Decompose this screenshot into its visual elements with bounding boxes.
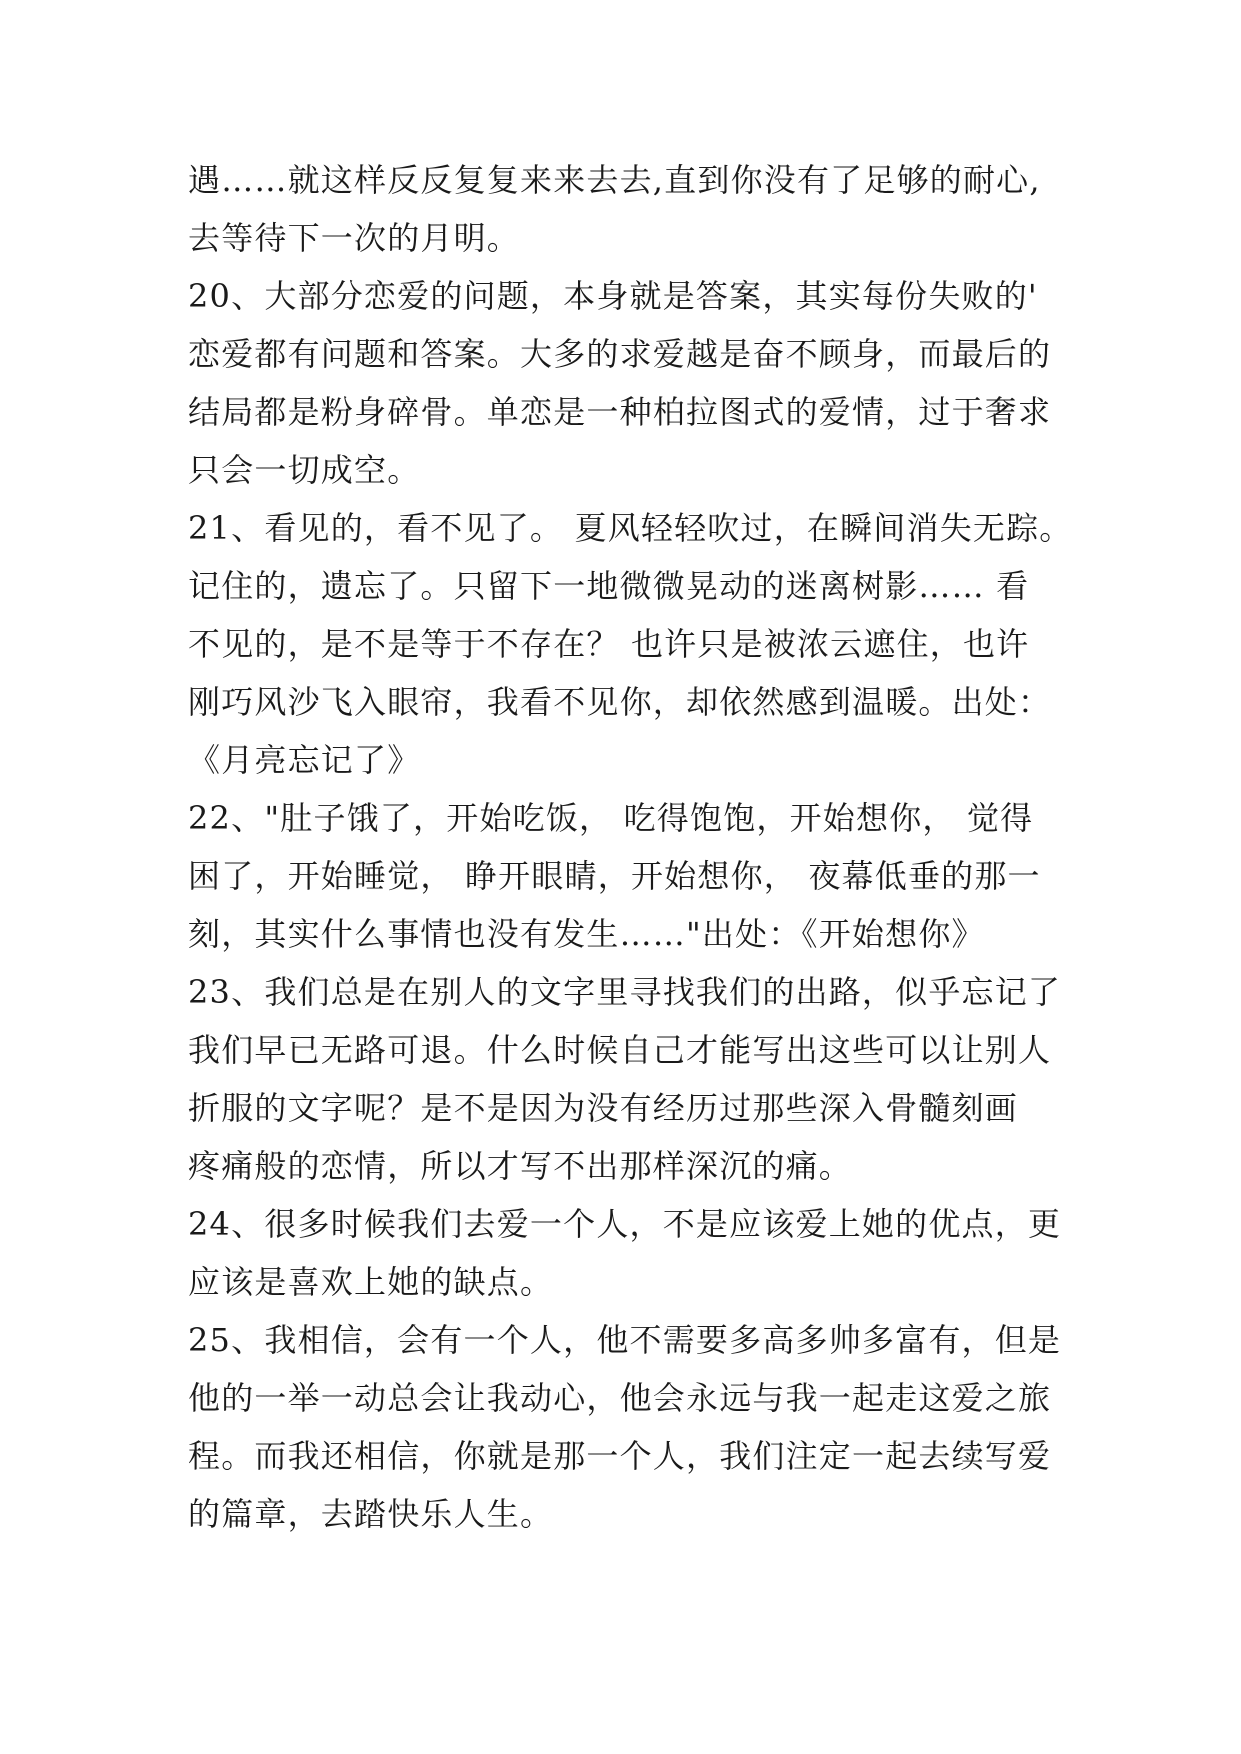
- text-line: 23、我们总是在别人的文字里寻找我们的出路，似乎忘记了: [188, 973, 1062, 1011]
- text-line: 困了，开始睡觉， 睁开眼睛，开始想你， 夜幕低垂的那一: [188, 857, 1041, 895]
- text-line: 折服的文字呢？是不是因为没有经历过那些深入骨髓刻画: [188, 1089, 1019, 1127]
- text-line: 《月亮忘记了》: [188, 741, 421, 779]
- text-line: 21、看见的，看不见了。 夏风轻轻吹过，在瞬间消失无踪。: [188, 509, 1073, 547]
- text-line: 恋爱都有问题和答案。大多的求爱越是奋不顾身，而最后的: [188, 335, 1052, 373]
- text-line: 不见的，是不是等于不存在？ 也许只是被浓云遮住，也许: [188, 625, 1030, 663]
- text-line: 去等待下一次的月明。: [188, 219, 521, 257]
- text-line: 刚巧风沙飞入眼帘，我看不见你，却依然感到温暖。出处：: [188, 683, 1052, 721]
- text-line: 应该是喜欢上她的缺点。: [188, 1263, 554, 1301]
- text-line: 程。而我还相信，你就是那一个人，我们注定一起去续写爱: [188, 1437, 1052, 1475]
- body-text: [188, 151, 1088, 1543]
- text-line: 记住的，遗忘了。只留下一地微微晃动的迷离树影…… 看: [188, 567, 1030, 605]
- text-line: 只会一切成空。: [188, 451, 421, 489]
- text-line: 结局都是粉身碎骨。单恋是一种柏拉图式的爱情，过于奢求: [188, 393, 1052, 431]
- text-line: 20、大部分恋爱的问题，本身就是答案，其实每份失败的': [188, 277, 1038, 315]
- text-line: 遇……就这样反反复复来来去去,直到你没有了足够的耐心,: [188, 161, 1041, 199]
- text-line: 25、我相信，会有一个人，他不需要多高多帅多富有，但是: [188, 1321, 1062, 1359]
- text-line: 24、很多时候我们去爱一个人，不是应该爱上她的优点，更: [188, 1205, 1062, 1243]
- text-line: 的篇章，去踏快乐人生。: [188, 1495, 554, 1533]
- text-line: 疼痛般的恋情，所以才写不出那样深沉的痛。: [188, 1147, 853, 1185]
- text-line: 刻，其实什么事情也没有发生……"出处：《开始想你》: [188, 915, 985, 953]
- text-line: 22、"肚子饿了，开始吃饭， 吃得饱饱，开始想你， 觉得: [188, 799, 1034, 837]
- text-line: 他的一举一动总会让我动心，他会永远与我一起走这爱之旅: [188, 1379, 1052, 1417]
- text-line: 我们早已无路可退。什么时候自己才能写出这些可以让别人: [188, 1031, 1052, 1069]
